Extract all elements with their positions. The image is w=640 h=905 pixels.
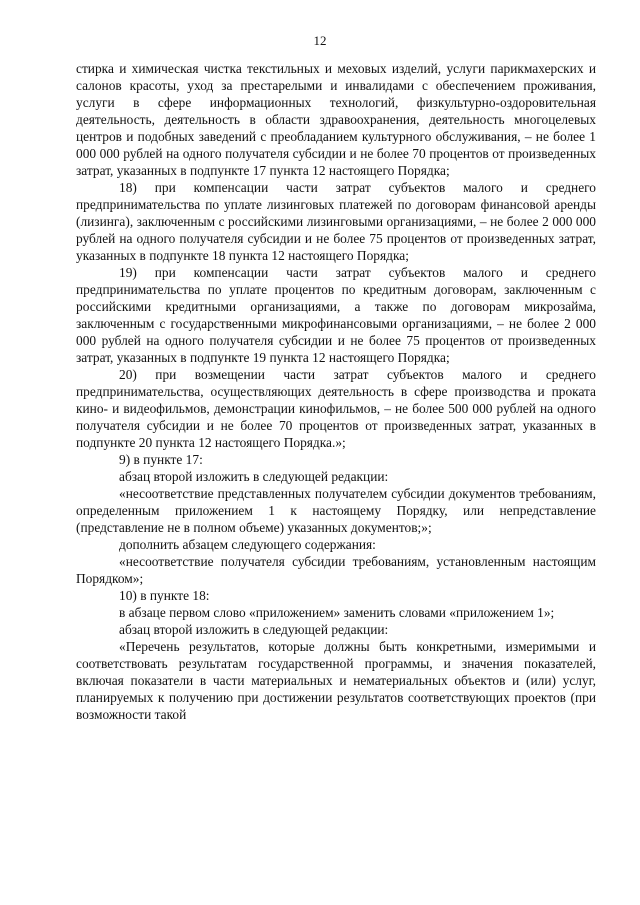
paragraph: абзац второй изложить в следующей редакции: xyxy=(119,469,389,484)
paragraph: в абзаце первом слово «приложением» заменить словами «приложением 1»; xyxy=(119,605,555,620)
paragraph: 20) при возмещении части затрат субъектов малого и среднего предпринимательства, осуществляющих деятельность в сфере производства и проката кино- и видеофильмов, демонстрации кинофильмов, – не более 500 000 рублей на одного получателя субсидии и не более 70 процентов от произведенных затрат, указанных в подпункте 20 пункта 12 настоящего Порядка.»; xyxy=(76,367,596,450)
paragraph: абзац второй изложить в следующей редакции: xyxy=(119,622,389,637)
document-body xyxy=(76,60,596,723)
paragraph: «Перечень результатов, которые должны быть конкретными, измеримыми и соответствовать результатам государственной программы, и значения показателей, включая показатели в части материальных и нематериальных объектов и (или) услуг, планируемых к получению при достижении результатов соответствующих проектов (при возможности такой xyxy=(76,639,596,722)
paragraph: 9) в пункте 17: xyxy=(119,452,203,467)
paragraph: 10) в пункте 18: xyxy=(119,588,210,603)
paragraph: стирка и химическая чистка текстильных и меховых изделий, услуги парикмахерских и салонов красоты, уход за престарелыми и инвалидами с обеспечением проживания, услуги в сфере информационных технологий, физкультурно-оздоровительная деятельность, деятельность в области здравоохранения, деятельность многоцелевых центров и подобных заведений с преобладанием культурного обслуживания, – не более 1 000 000 рублей на одного получателя субсидии и не более 70 процентов от произведенных затрат, указанных в подпункте 17 пункта 12 настоящего Порядка; xyxy=(76,61,596,178)
page-number: 12 xyxy=(313,33,327,48)
paragraph: дополнить абзацем следующего содержания: xyxy=(119,537,376,552)
paragraph: «несоответствие представленных получателем субсидии документов требованиям, определенным приложением 1 к настоящему Порядку, или непредставление (представление не в полном объеме) указанных документов;»; xyxy=(76,486,596,535)
paragraph: 19) при компенсации части затрат субъектов малого и среднего предпринимательства по уплате процентов по кредитным договорам, заключенным с российскими кредитными организациями, а также по договорам микрозайма, заключенным с государственными микрофинансовыми организациями, – не более 2 000 000 рублей на одного получателя субсидии и не более 75 процентов от произведенных затрат, указанных в подпункте 19 пункта 12 настоящего Порядка; xyxy=(76,265,596,365)
paragraph: 18) при компенсации части затрат субъектов малого и среднего предпринимательства по уплате лизинговых платежей по договорам финансовой аренды (лизинга), заключенным с российскими лизинговыми организациями, – не более 2 000 000 рублей на одного получателя субсидии и не более 75 процентов от произведенных затрат, указанных в подпункте 18 пункта 12 настоящего Порядка; xyxy=(76,180,596,263)
paragraph: «несоответствие получателя субсидии требованиям, установленным настоящим Порядком»; xyxy=(76,554,596,586)
